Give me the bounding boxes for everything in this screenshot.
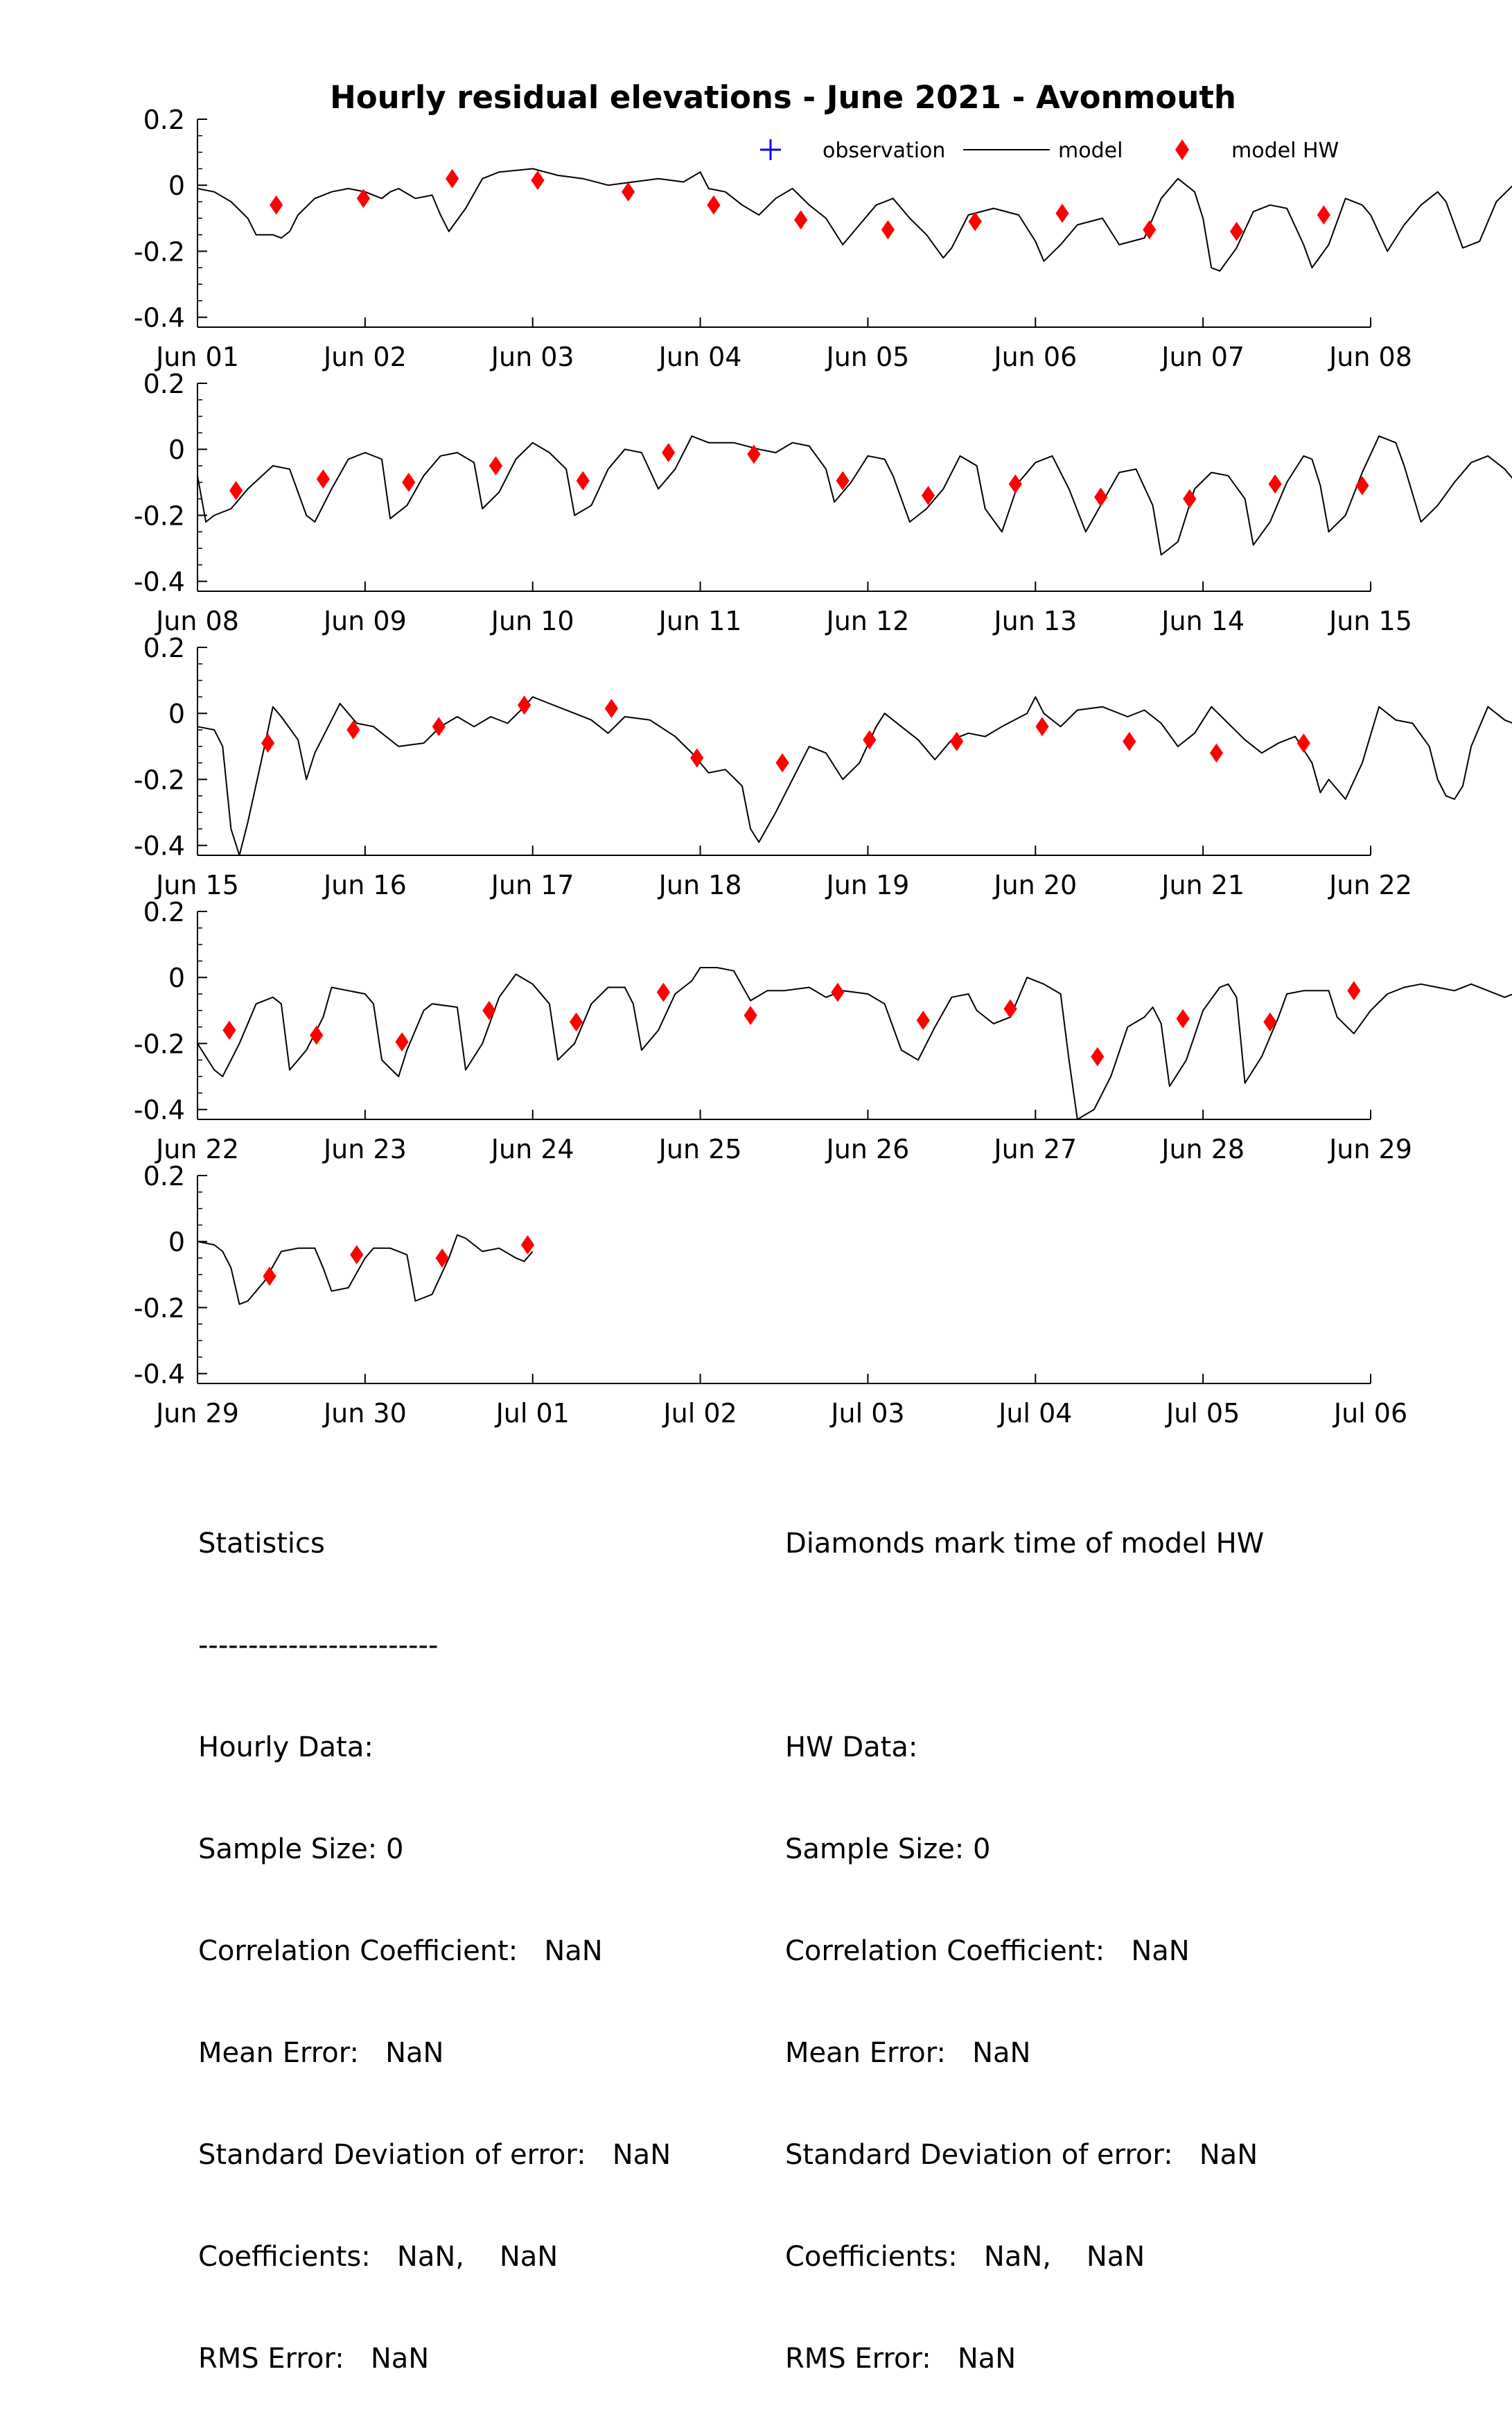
y-tick-label: -0.4 — [133, 566, 185, 597]
model-hw-marker — [1297, 734, 1310, 752]
x-tick-label: Jun 05 — [826, 342, 910, 372]
x-tick-label: Jun 15 — [1329, 606, 1412, 636]
model-hw-marker — [969, 213, 981, 231]
model-hw-marker — [832, 984, 844, 1002]
x-tick-label: Jun 06 — [994, 342, 1078, 372]
stats-correlation: Correlation Coefficient: NaN — [198, 1935, 603, 1967]
x-tick-label: Jun 16 — [323, 870, 407, 900]
legend-label: model — [1058, 139, 1123, 163]
model-hw-marker — [531, 171, 544, 189]
model-hw-marker — [707, 196, 720, 214]
x-tick-label: Jun 19 — [826, 870, 910, 900]
model-hw-marker — [1091, 1048, 1104, 1066]
model-hw-marker — [1269, 475, 1281, 493]
x-tick-label: Jul 05 — [1166, 1398, 1240, 1429]
x-tick-label: Jun 12 — [826, 606, 910, 636]
stats-std-error: Standard Deviation of error: NaN — [198, 2139, 671, 2171]
y-tick-label: -0.2 — [133, 1293, 185, 1324]
model-hw-marker — [881, 221, 894, 239]
x-tick-label: Jun 17 — [491, 870, 574, 900]
x-tick-label: Jun 03 — [491, 342, 574, 372]
model-hw-marker — [1095, 488, 1107, 506]
x-tick-label: Jun 08 — [1329, 342, 1412, 372]
panel-2 — [134, 369, 1512, 636]
y-tick-label: -0.4 — [133, 302, 185, 333]
x-tick-label: Jun 26 — [826, 1134, 910, 1164]
y-tick-label: 0 — [168, 435, 185, 466]
stats-section-label: Hourly Data: — [198, 1731, 373, 1763]
panel-5 — [134, 1161, 1407, 1429]
model-hw-marker — [403, 473, 415, 491]
x-tick-label: Jun 29 — [1329, 1134, 1412, 1164]
y-tick-label: 0.2 — [143, 897, 185, 927]
model-hw-marker — [622, 183, 635, 201]
x-tick-label: Jun 14 — [1161, 606, 1245, 636]
legend — [760, 139, 1339, 163]
model-hw-marker — [1177, 1010, 1189, 1028]
stats-std-error: Standard Deviation of error: NaN — [785, 2139, 1258, 2171]
model-hw-marker — [657, 984, 669, 1002]
stats-sample-size: Sample Size: 0 — [785, 1833, 991, 1865]
legend-label: model HW — [1231, 139, 1339, 163]
legend-observation — [760, 139, 945, 163]
model-hw-marker — [310, 1027, 323, 1045]
model-hw-marker — [1356, 477, 1369, 495]
x-tick-label: Jun 29 — [156, 1398, 239, 1429]
model-hw-marker — [1317, 206, 1330, 224]
y-tick-label: -0.4 — [133, 1094, 185, 1126]
x-tick-label: Jun 25 — [658, 1134, 742, 1164]
stats-header: Statistics — [198, 1528, 325, 1560]
model-hw-marker — [1123, 733, 1136, 751]
model-hw-marker — [483, 1002, 495, 1020]
panel-4 — [134, 897, 1512, 1164]
stats-section-label: HW Data: — [785, 1731, 918, 1763]
stats-coefficients: Coefficients: NaN, NaN — [198, 2241, 559, 2273]
model-hw-marker — [1004, 999, 1017, 1018]
x-tick-label: Jun 28 — [1161, 1134, 1245, 1164]
model-hw-marker — [223, 1021, 236, 1039]
hw-statistics-block — [785, 1459, 1264, 2410]
y-tick-label: 0 — [168, 699, 185, 730]
model-hw-marker — [490, 457, 502, 475]
x-tick-label: Jun 08 — [156, 606, 239, 636]
legend-model — [963, 139, 1123, 163]
x-tick-label: Jun 09 — [323, 606, 407, 636]
stats-mean-error: Mean Error: NaN — [785, 2037, 1031, 2069]
y-tick-label: 0 — [168, 963, 185, 994]
legend-model-hw — [1175, 139, 1339, 163]
x-tick-label: Jun 22 — [156, 1134, 239, 1164]
model-hw-marker — [357, 189, 369, 207]
x-tick-label: Jun 18 — [658, 870, 742, 900]
x-tick-label: Jun 10 — [491, 606, 574, 636]
hourly-statistics-block — [198, 1459, 671, 2410]
model-line — [197, 168, 1512, 271]
stats-sample-size: Sample Size: 0 — [198, 1833, 404, 1865]
model-hw-marker — [317, 470, 329, 488]
y-tick-label: -0.2 — [133, 765, 185, 796]
y-tick-label: -0.4 — [133, 830, 185, 862]
stats-coefficients: Coefficients: NaN, NaN — [785, 2241, 1145, 2273]
y-tick-label: 0.2 — [143, 1161, 185, 1191]
model-hw-marker — [270, 196, 283, 214]
x-tick-label: Jul 02 — [663, 1398, 737, 1429]
model-hw-marker — [263, 1267, 276, 1285]
legend-label: observation — [823, 139, 946, 163]
model-hw-marker — [351, 1246, 363, 1264]
y-tick-label: -0.2 — [133, 1029, 185, 1060]
x-tick-label: Jul 03 — [831, 1398, 905, 1429]
stats-rms-error: RMS Error: NaN — [198, 2343, 430, 2375]
x-tick-label: Jun 04 — [658, 342, 742, 372]
model-hw-marker — [917, 1011, 929, 1029]
x-tick-label: Jun 21 — [1161, 870, 1245, 900]
y-tick-label: 0.2 — [143, 105, 185, 135]
model-hw-marker — [662, 444, 675, 462]
x-tick-label: Jun 13 — [994, 606, 1078, 636]
x-tick-label: Jun 15 — [156, 870, 239, 900]
x-tick-label: Jun 07 — [1161, 342, 1245, 372]
x-tick-label: Jun 23 — [323, 1134, 407, 1164]
panels — [134, 105, 1512, 1429]
stats-correlation: Correlation Coefficient: NaN — [785, 1935, 1190, 1967]
x-tick-label: Jun 02 — [323, 342, 407, 372]
model-hw-marker — [446, 170, 459, 188]
y-tick-label: 0.2 — [143, 369, 185, 399]
chart-title: Hourly residual elevations - June 2021 - Avonmouth — [330, 79, 1236, 116]
stats-divider: ------------------------ — [198, 1630, 439, 1661]
model-line — [197, 968, 1512, 1119]
x-tick-label: Jul 06 — [1333, 1398, 1408, 1429]
x-tick-label: Jun 22 — [1329, 870, 1412, 900]
model-hw-marker — [951, 733, 963, 751]
x-tick-label: Jun 01 — [156, 342, 239, 372]
stats-mean-error: Mean Error: NaN — [198, 2037, 444, 2069]
model-hw-marker — [1009, 475, 1021, 493]
x-tick-label: Jun 20 — [994, 870, 1078, 900]
model-hw-marker — [863, 731, 876, 749]
y-tick-label: 0 — [168, 1227, 185, 1258]
model-hw-marker — [744, 1006, 757, 1024]
y-tick-label: 0 — [168, 171, 185, 202]
model-hw-marker — [748, 445, 760, 463]
stats-rms-error: RMS Error: NaN — [785, 2343, 1017, 2375]
model-line — [197, 436, 1512, 555]
model-hw-marker — [1056, 204, 1069, 222]
model-hw-marker — [1348, 981, 1360, 999]
model-line — [197, 697, 1512, 855]
y-tick-label: -0.4 — [133, 1359, 185, 1390]
stats-header: Diamonds mark time of model HW — [785, 1528, 1265, 1560]
model-hw-marker — [1175, 139, 1189, 160]
observation-marker — [760, 139, 781, 160]
panel-3 — [134, 633, 1512, 900]
x-tick-label: Jun 30 — [323, 1398, 407, 1429]
y-tick-label: 0.2 — [143, 633, 185, 663]
y-tick-label: -0.2 — [133, 500, 185, 532]
x-tick-label: Jun 24 — [491, 1134, 574, 1164]
model-hw-marker — [1210, 744, 1222, 762]
y-tick-label: -0.2 — [133, 236, 185, 268]
model-hw-marker — [577, 471, 589, 489]
model-hw-marker — [605, 699, 617, 717]
model-hw-marker — [776, 754, 789, 772]
x-tick-label: Jun 11 — [658, 606, 742, 636]
x-tick-label: Jul 04 — [999, 1398, 1073, 1429]
model-hw-marker — [795, 211, 807, 229]
x-tick-label: Jul 01 — [495, 1398, 570, 1429]
model-hw-marker — [396, 1033, 408, 1051]
model-hw-marker — [1036, 717, 1048, 735]
model-line — [197, 1235, 533, 1304]
x-tick-label: Jun 27 — [994, 1134, 1078, 1164]
stats-divider — [785, 1629, 1264, 1663]
